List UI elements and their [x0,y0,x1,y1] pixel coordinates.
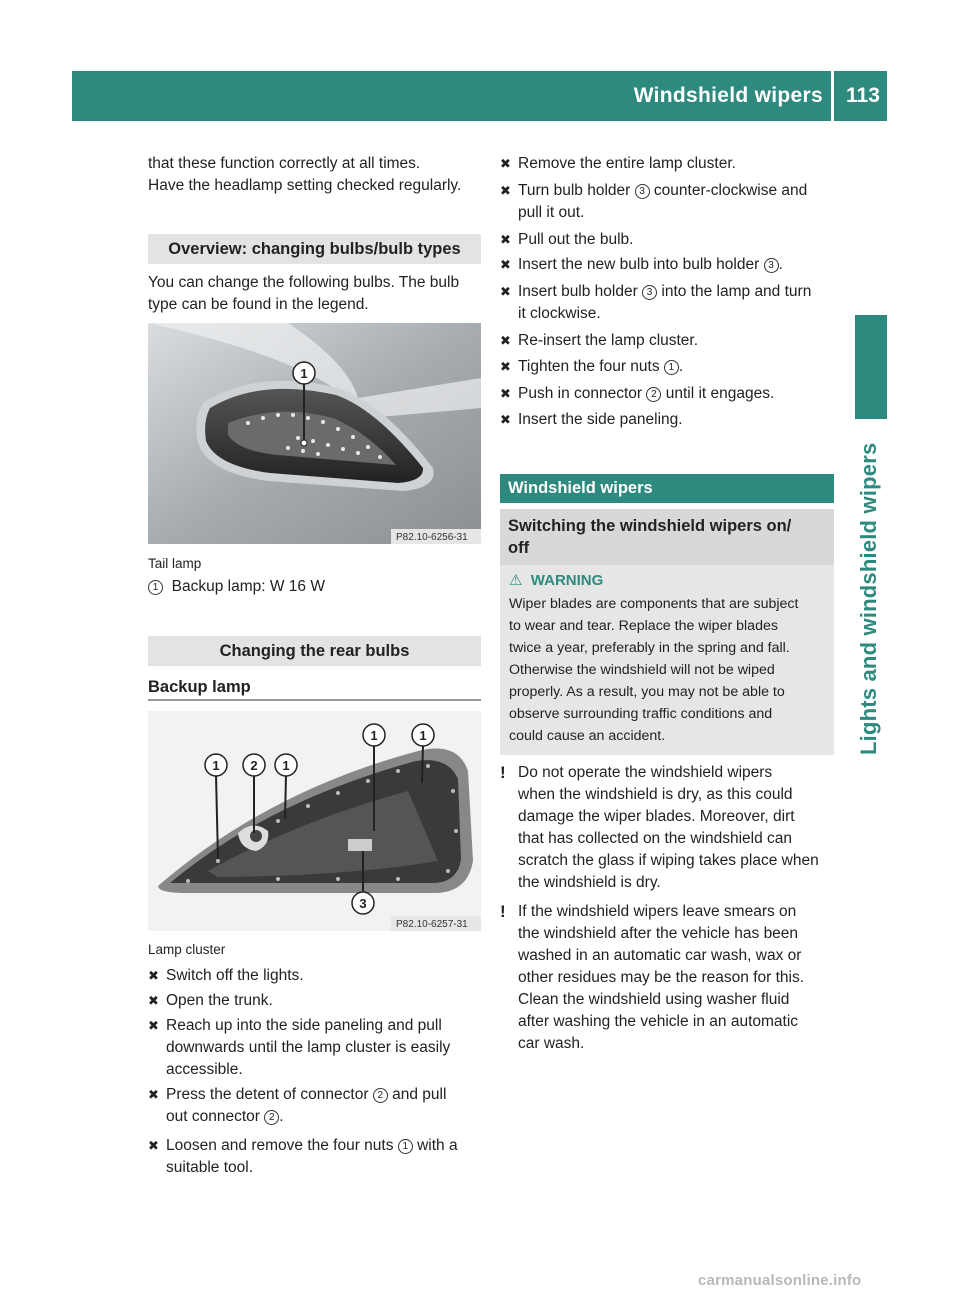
section-text-line-1: You can change the following bulbs. The bulb [148,274,460,291]
step-item: ✖ Remove the entire lamp cluster. [500,153,834,175]
photo-1-code: P82.10-6256-31 [396,532,468,543]
step-arrow-icon: ✖ [500,156,511,171]
photo-caption-lamp-cluster: Lamp cluster [148,942,226,957]
svg-text:2: 2 [250,758,258,773]
intro-line-1: that these function correctly at all times. [148,155,421,172]
step-item: ✖ Insert bulb holder 3 into the lamp and turn it clockwise. [500,283,812,322]
step-item: ✖ Push in connector 2 until it engages. [500,383,834,405]
notice-smears: ! If the windshield wipers leave smears on the windshield after the vehicle has been washed in an automatic car wash, wax or other residues may be the reason for this. Clean the windshield using washer fluid after washing the vehicle in an automatic car wash. [500,902,805,1052]
intro-line-2: Have the headlamp setting checked regularly. [148,177,462,194]
warning-triangle-icon: ⚠ [509,572,523,589]
header-divider [831,71,834,121]
step-arrow-icon: ✖ [500,257,511,272]
callout-icon: 3 [642,285,657,300]
step-item: ✖ Press the detent of connector 2 and pull out connector 2 . [148,1086,447,1125]
callout-icon: 2 [646,387,661,402]
step-arrow-icon: ✖ [148,1087,159,1102]
step-arrow-icon: ✖ [500,232,511,247]
footer-watermark: carmanualsonline.info [698,1272,862,1289]
callout-icon: 1 [664,360,679,375]
svg-text:1: 1 [282,758,290,773]
callout-icon: 3 [764,258,779,273]
section-heading-switching-wipers: Switching the windshield wipers on/ off [500,509,834,565]
step-arrow-icon: ✖ [500,412,511,427]
svg-text:1: 1 [370,728,378,743]
step-item: ✖ Re-insert the lamp cluster. [500,330,834,352]
tail-lamp-photo [148,323,481,544]
svg-text:1: 1 [419,728,427,743]
step-arrow-icon: ✖ [148,1018,159,1033]
step-item: ✖ Reach up into the side paneling and pull downwards until the lamp cluster is easily accessible. [148,1017,451,1078]
legend-item: 1 Backup lamp: W 16 W [148,576,325,598]
callout-icon: 2 [264,1110,279,1125]
warning-text: Wiper blades are components that are subject to wear and tear. Replace the wiper blades twice a year, preferably in the spring and fall. Otherwise the windshield will not be wiped properly. As a result, you may not be able to observe surrounding traffic conditions and could cause an accident. [509,596,799,744]
warning-title: ⚠ WARNING [509,572,604,589]
step-item: ✖ Switch off the lights. [148,965,481,987]
step-item: ✖ Loosen and remove the four nuts 1 with a suitable tool. [148,1137,458,1176]
step-item: ✖ Tighten the four nuts 1 . [500,356,834,378]
step-arrow-icon: ✖ [500,333,511,348]
step-arrow-icon: ✖ [500,386,511,401]
page-title: Windshield wipers [633,84,823,107]
section-text-line-2: type can be found in the legend. [148,296,369,313]
subheading-backup-lamp: Backup lamp [148,675,481,701]
legend-number-icon: 1 [148,580,163,595]
step-arrow-icon: ✖ [500,284,511,299]
svg-text:1: 1 [300,366,308,381]
callout-icon: 2 [373,1088,388,1103]
exclamation-icon: ! [500,763,506,782]
section-heading-rear-bulbs: Changing the rear bulbs [148,636,481,666]
notice-dry-windshield: ! Do not operate the windshield wipers when the windshield is dry, as this could damage the wiper blades. Moreover, dirt that has collected on the windshield can scratch the glass if wiping takes place when the windshield is dry. [500,763,819,891]
photo-caption-tail-lamp: Tail lamp [148,556,202,571]
warning-box [500,565,834,755]
step-item: ✖ Insert the side paneling. [500,409,834,431]
svg-text:3: 3 [359,896,367,911]
step-arrow-icon: ✖ [500,359,511,374]
lamp-cluster-photo [148,711,481,931]
callout-icon: 1 [398,1139,413,1154]
step-item: ✖ Open the trunk. [148,990,481,1012]
step-arrow-icon: ✖ [148,993,159,1008]
svg-text:1: 1 [212,758,220,773]
step-arrow-icon: ✖ [148,968,159,983]
step-arrow-icon: ✖ [148,1138,159,1153]
page-number: 113 [846,84,880,107]
step-arrow-icon: ✖ [500,183,511,198]
step-item: ✖ Insert the new bulb into bulb holder 3 . [500,254,834,276]
section-heading-bulb-types: Overview: changing bulbs/bulb types [148,234,481,264]
exclamation-icon: ! [500,902,506,921]
photo-2-code: P82.10-6257-31 [396,919,468,930]
step-item: ✖ Pull out the bulb. [500,229,834,251]
section-heading-windshield-wipers: Windshield wipers [500,474,834,503]
callout-icon: 3 [635,184,650,199]
chapter-tab [855,315,887,419]
step-item: ✖ Turn bulb holder 3 counter-clockwise and pull it out. [500,182,808,221]
